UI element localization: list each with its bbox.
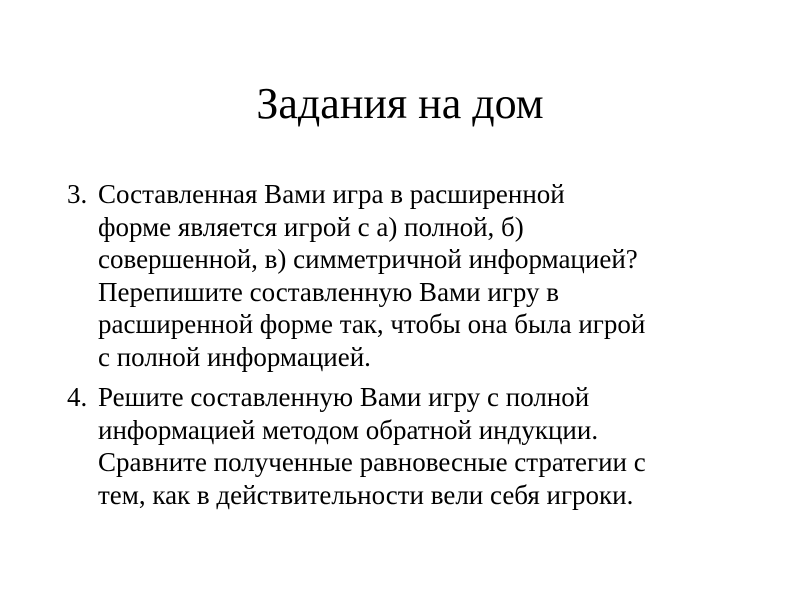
task-text: Составленная Вами игра в расширенной форме является игрой с а) полной, б) совершенной, в) симметричной информацией? Перепишите составленную Вами игру в расширенной форме так, чтобы она была игрой с полной информацией. [98,179,646,372]
task-list [67,178,747,519]
task-number: 4. [67,382,88,412]
task-item-4 [67,381,747,511]
task-number: 3. [67,179,88,209]
slide-title: Задания на дом [256,79,544,128]
task-text: Решите составленную Вами игру с полной информацией методом обратной индукции. Сравните полученные равновесные стратегии с тем, как в действительности вели себя игроки. [98,382,646,510]
task-item-3 [67,178,747,373]
